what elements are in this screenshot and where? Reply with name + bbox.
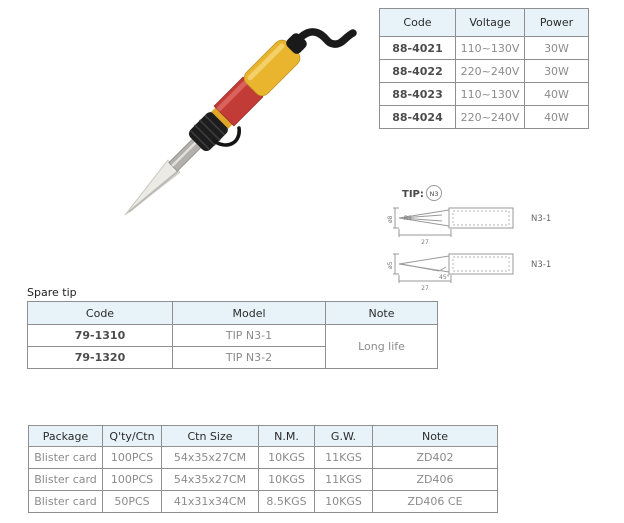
code-cell: 79-1310 [28,325,173,347]
tip2-angle-label: 45° [439,274,450,281]
col-header-ctn-size: Ctn Size [162,426,259,447]
tip2-model-label: N3-1 [531,260,552,270]
tip1-radius-label: R1 [404,215,412,222]
voltage-cell: 110~130V [456,83,525,106]
ctn-size-cell: 54x35x27CM [162,447,259,469]
tip1-diameter-label: ø8 [387,215,394,223]
nm-cell: 8.5KGS [259,491,315,513]
soldering-iron-photo [0,0,370,300]
col-header-voltage: Voltage [456,9,525,37]
table-row [29,491,498,513]
table-row [380,106,589,129]
iron-tip [119,160,180,221]
voltage-cell: 220~240V [456,106,525,129]
ctn-size-cell: 54x35x27CM [162,469,259,491]
model-cell: TIP N3-1 [173,325,326,347]
table-header-row [380,9,589,37]
col-header-gw: G.W. [315,426,373,447]
table-row [380,83,589,106]
package-cell: Blister card [29,447,103,469]
voltage-cell: 220~240V [456,60,525,83]
col-header-qty-ctn: Q'ty/Ctn [103,426,162,447]
package-cell: Blister card [29,469,103,491]
table-row [29,469,498,491]
code-cell: 88-4023 [380,83,456,106]
table-header-row [29,426,498,447]
tip-drawing-2 [387,254,551,292]
col-header-note: Note [373,426,498,447]
packing-table [28,425,498,513]
note-cell: ZD402 [373,447,498,469]
qty-cell: 100PCS [103,469,162,491]
table-header-row [28,302,438,325]
nm-cell: 10KGS [259,447,315,469]
note-cell: ZD406 [373,469,498,491]
nm-cell: 10KGS [259,469,315,491]
col-header-nm: N.M. [259,426,315,447]
voltage-cell: 110~130V [456,37,525,60]
qty-cell: 100PCS [103,447,162,469]
tip1-length-label: 27 [421,239,429,246]
qty-cell: 50PCS [103,491,162,513]
col-header-note: Note [326,302,438,325]
model-cell: TIP N3-2 [173,347,326,369]
table-row [380,37,589,60]
spare-tip-table [27,301,438,369]
code-cell: 88-4024 [380,106,456,129]
tip-diagram [387,182,624,294]
power-cell: 40W [525,106,589,129]
table-row [29,447,498,469]
table-row [28,325,438,347]
note-cell-merged: Long life [326,325,438,369]
table-row [380,60,589,83]
power-cell: 40W [525,83,589,106]
spare-tip-title: Spare tip [27,286,77,299]
power-cell: 30W [525,37,589,60]
gw-cell: 11KGS [315,469,373,491]
col-header-package: Package [29,426,103,447]
voltage-power-table [379,8,589,129]
gw-cell: 10KGS [315,491,373,513]
tip-diagram-title: TIP: [402,189,424,200]
power-cell: 30W [525,60,589,83]
col-header-code: Code [28,302,173,325]
note-cell: ZD406 CE [373,491,498,513]
code-cell: 88-4022 [380,60,456,83]
code-cell: 88-4021 [380,37,456,60]
col-header-power: Power [525,9,589,37]
col-header-model: Model [173,302,326,325]
code-cell: 79-1320 [28,347,173,369]
tip2-length-label: 27 [421,285,429,292]
tip1-model-label: N3-1 [531,214,552,224]
col-header-code: Code [380,9,456,37]
tip2-diameter-label: ø5 [387,261,394,269]
package-cell: Blister card [29,491,103,513]
tip-drawing-1 [387,208,551,246]
ctn-size-cell: 41x31x34CM [162,491,259,513]
gw-cell: 11KGS [315,447,373,469]
tip-badge-text: N3 [429,190,439,198]
